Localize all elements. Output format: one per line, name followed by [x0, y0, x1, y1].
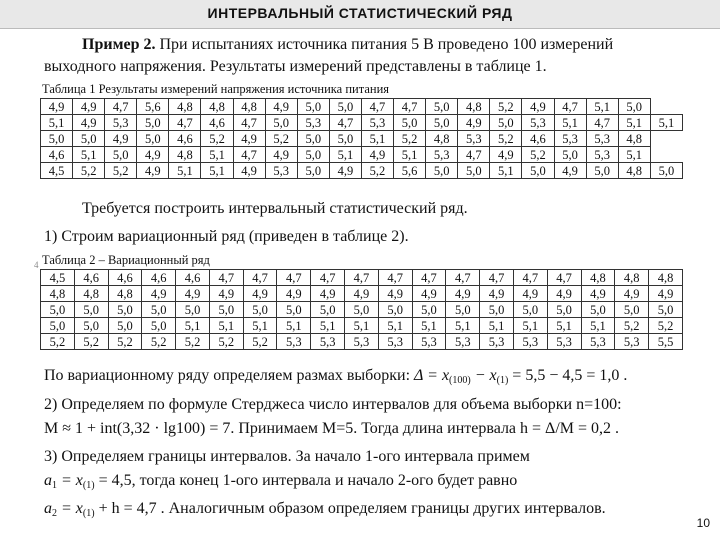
table-cell: 5,1	[554, 115, 586, 131]
variation-row	[41, 334, 683, 350]
table-cell: 4,7	[277, 270, 311, 286]
table-cell: 4,6	[201, 115, 233, 131]
table-cell: 5,0	[618, 99, 650, 115]
table-cell: 4,7	[209, 270, 243, 286]
table-cell: 4,7	[480, 270, 514, 286]
table-cell: 4,9	[412, 286, 446, 302]
table-cell: 5,1	[169, 163, 201, 179]
table-cell: 5,0	[522, 163, 554, 179]
table-cell: 5,1	[581, 318, 615, 334]
table-cell: 4,9	[329, 163, 361, 179]
table-cell: 4,9	[41, 99, 73, 115]
table-cell: 4,7	[361, 99, 393, 115]
table-cell: 4,6	[169, 131, 201, 147]
measurement-row	[41, 99, 683, 115]
table-cell: 4,8	[649, 270, 683, 286]
table-cell: 5,3	[547, 334, 581, 350]
table-cell: 5,0	[265, 115, 297, 131]
table-cell: 4,9	[513, 286, 547, 302]
table-cell: 4,9	[547, 286, 581, 302]
variation-row	[41, 302, 683, 318]
table-cell: 5,0	[209, 302, 243, 318]
table-cell: 4,9	[554, 163, 586, 179]
table-cell: 4,5	[41, 163, 73, 179]
table-cell: 5,3	[378, 334, 412, 350]
table-cell: 5,5	[649, 334, 683, 350]
table-cell: 4,9	[265, 99, 297, 115]
table-cell: 5,0	[297, 131, 329, 147]
table-cell: 4,8	[233, 99, 265, 115]
table-cell: 5,1	[547, 318, 581, 334]
table-cell: 5,3	[426, 147, 458, 163]
table-cell: 5,0	[137, 115, 169, 131]
table-cell: 4,9	[233, 163, 265, 179]
table-cell: 4,6	[108, 270, 142, 286]
table-cell: 5,0	[649, 302, 683, 318]
table-cell: 4,9	[615, 286, 649, 302]
table-cell: 4,7	[378, 270, 412, 286]
table-cell: 4,7	[513, 270, 547, 286]
variation-row	[41, 270, 683, 286]
table-cell: 4,7	[233, 147, 265, 163]
intro-text-1: При испытаниях источника питания 5 В проведено 100 измерений	[155, 36, 614, 53]
table-cell: 5,0	[426, 99, 458, 115]
table-cell: 4,7	[345, 270, 379, 286]
table-cell: 4,9	[311, 286, 345, 302]
table-cell: 5,1	[618, 147, 650, 163]
table-cell: 5,3	[446, 334, 480, 350]
step3-line-3: $a_2 = x_{(1)} + h = 4,7$ . Аналогичным образом определяем границы других интервалов.	[44, 500, 606, 519]
table-cell: 5,2	[490, 99, 522, 115]
table-cell: 5,3	[361, 115, 393, 131]
table-cell: 4,9	[105, 131, 137, 147]
table-cell: 5,2	[74, 334, 108, 350]
table-cell: 4,9	[581, 286, 615, 302]
table-cell: 4,7	[169, 115, 201, 131]
table-cell: 4,8	[41, 286, 75, 302]
table-cell: 4,7	[458, 147, 490, 163]
table-cell: 5,3	[105, 115, 137, 131]
table-cell: 5,0	[277, 302, 311, 318]
table-cell: 4,6	[176, 270, 210, 286]
table-cell: 4,7	[394, 99, 426, 115]
step2-line-1: 2) Определяем по формуле Стерджеса число интервалов для объема выборки n=100:	[44, 396, 622, 413]
intro-line-2: выходного напряжения. Результаты измерений представлены в таблице 1.	[44, 58, 547, 75]
table-cell: 5,3	[586, 147, 618, 163]
table-cell: 4,7	[243, 270, 277, 286]
table-cell: 4,7	[233, 115, 265, 131]
table-cell: 5,2	[649, 318, 683, 334]
table-cell: 5,0	[378, 302, 412, 318]
table-cell: 5,0	[480, 302, 514, 318]
table-cell: 5,0	[297, 163, 329, 179]
table-cell: 4,7	[329, 115, 361, 131]
table-cell: 5,3	[265, 163, 297, 179]
table-cell: 5,0	[650, 163, 682, 179]
intro-line-1	[82, 36, 613, 54]
table-cell: 5,0	[74, 318, 108, 334]
table-cell: 4,9	[522, 99, 554, 115]
table-cell: 4,9	[137, 147, 169, 163]
step3-line-2: $a_1 = x_{(1)} = 4,5$, тогда конец 1-ого интервала и начало 2-ого будет равно	[44, 472, 518, 491]
bullet-mark: 4	[34, 260, 39, 270]
table-cell: 5,3	[581, 334, 615, 350]
table-cell: 5,0	[297, 99, 329, 115]
step2-line-2: M ≈ 1 + int(3,32 · lg100) = 7. Принимаем M=5. Тогда длина интервала h = Δ/M = 0,2 .	[44, 420, 620, 437]
table-cell: 4,9	[233, 131, 265, 147]
table-cell: 5,2	[105, 163, 137, 179]
step3-line-1: 3) Определяем границы интервалов. За начало 1-ого интервала примем	[44, 448, 530, 465]
table-cell: 5,2	[108, 334, 142, 350]
table-cell: 5,0	[513, 302, 547, 318]
table-cell: 4,8	[618, 163, 650, 179]
table-cell: 5,3	[277, 334, 311, 350]
measurement-row	[41, 147, 683, 163]
table-cell: 4,6	[41, 147, 73, 163]
table-cell: 4,9	[73, 115, 105, 131]
range-formula: $\Delta = x_{(100)} - x_{(1)} = 5,5 - 4,5 = 1,0$ .	[414, 367, 628, 386]
table-cell: 4,7	[446, 270, 480, 286]
table1-caption: Таблица 1 Результаты измерений напряжения источника питания	[42, 82, 390, 96]
table-cell: 5,0	[41, 131, 73, 147]
measurement-row	[41, 115, 683, 131]
table-cell: 5,2	[522, 147, 554, 163]
table-cell: 4,9	[480, 286, 514, 302]
table-cell: 4,8	[169, 99, 201, 115]
table-cell: 5,1	[311, 318, 345, 334]
table-cell: 5,1	[176, 318, 210, 334]
table-cell: 4,9	[243, 286, 277, 302]
table-cell: 4,9	[209, 286, 243, 302]
table-cell: 5,1	[394, 147, 426, 163]
table-cell: 5,3	[513, 334, 547, 350]
table-cell: 5,0	[554, 147, 586, 163]
table-cell: 5,0	[426, 163, 458, 179]
slide-title-bar	[0, 0, 720, 29]
table-cell: 4,5	[41, 270, 75, 286]
table-cell: 5,0	[412, 302, 446, 318]
table-cell: 5,0	[394, 115, 426, 131]
table-cell: 5,1	[345, 318, 379, 334]
table-cell: 5,3	[458, 131, 490, 147]
table-cell: 4,8	[618, 131, 650, 147]
table-cell: 5,0	[137, 131, 169, 147]
table-cell: 5,0	[74, 302, 108, 318]
table-cell: 4,8	[581, 270, 615, 286]
table-cell: 5,0	[108, 302, 142, 318]
table-cell: 5,0	[73, 131, 105, 147]
table-cell: 4,8	[426, 131, 458, 147]
table-cell: 5,1	[650, 115, 682, 131]
table-cell: 4,9	[490, 147, 522, 163]
table-cell: 5,0	[329, 99, 361, 115]
variation-row	[41, 318, 683, 334]
table-cell: 5,1	[446, 318, 480, 334]
table-cell: 4,7	[554, 99, 586, 115]
table-cell: 4,8	[201, 99, 233, 115]
table-cell: 5,2	[176, 334, 210, 350]
table-cell: 5,2	[201, 131, 233, 147]
measurement-row	[41, 163, 683, 179]
table-cell: 5,0	[458, 163, 490, 179]
table-cell: 5,0	[446, 302, 480, 318]
table-cell: 4,9	[649, 286, 683, 302]
table-cell: 5,1	[201, 163, 233, 179]
table-cell: 5,1	[329, 147, 361, 163]
table-cell: 5,1	[586, 99, 618, 115]
table-cell: 5,3	[412, 334, 446, 350]
table-cell: 5,0	[426, 115, 458, 131]
table-cell: 5,3	[586, 131, 618, 147]
table-cell: 5,3	[522, 115, 554, 131]
table-cell: 5,3	[311, 334, 345, 350]
table-cell: 5,1	[41, 115, 73, 131]
table-cell: 5,0	[41, 318, 75, 334]
variation-row	[41, 286, 683, 302]
table-cell: 5,2	[41, 334, 75, 350]
table-cell: 4,9	[265, 147, 297, 163]
table-cell: 5,1	[277, 318, 311, 334]
table-cell: 5,3	[480, 334, 514, 350]
table-cell: 5,0	[581, 302, 615, 318]
range-line	[44, 367, 627, 390]
table-cell: 5,0	[345, 302, 379, 318]
table-cell: 4,6	[74, 270, 108, 286]
table-cell: 4,9	[73, 99, 105, 115]
table-cell: 5,0	[41, 302, 75, 318]
table-cell: 5,1	[201, 147, 233, 163]
table-cell: 4,8	[74, 286, 108, 302]
example-label: Пример 2.	[82, 36, 156, 53]
table-cell: 5,0	[297, 147, 329, 163]
table-cell: 5,2	[361, 163, 393, 179]
table-cell: 5,2	[490, 131, 522, 147]
table-cell: 5,1	[243, 318, 277, 334]
table-cell: 5,1	[361, 131, 393, 147]
table-cell: 5,0	[142, 318, 176, 334]
variation-table	[40, 269, 683, 350]
table-cell: 5,1	[618, 115, 650, 131]
table-cell: 5,2	[265, 131, 297, 147]
table-cell: 4,8	[108, 286, 142, 302]
table-cell: 5,0	[615, 302, 649, 318]
table-cell: 5,3	[297, 115, 329, 131]
measurement-row	[41, 131, 683, 147]
table-cell: 5,1	[513, 318, 547, 334]
table-cell: 5,1	[412, 318, 446, 334]
table-cell: 5,6	[137, 99, 169, 115]
table-cell: 5,3	[615, 334, 649, 350]
table-cell: 4,9	[458, 115, 490, 131]
table-cell: 5,0	[243, 302, 277, 318]
table-cell: 4,9	[446, 286, 480, 302]
table-cell: 4,8	[615, 270, 649, 286]
table-cell: 4,9	[361, 147, 393, 163]
step1-text: 1) Строим вариационный ряд (приведен в таблице 2).	[44, 228, 409, 245]
table-cell: 5,0	[586, 163, 618, 179]
table-cell: 5,3	[554, 131, 586, 147]
page-number: 10	[696, 516, 710, 530]
slide-content	[38, 34, 683, 530]
table-cell: 4,8	[458, 99, 490, 115]
table-cell: 4,9	[142, 286, 176, 302]
table-cell: 4,9	[277, 286, 311, 302]
table-cell: 5,1	[490, 163, 522, 179]
measurements-table	[40, 98, 683, 179]
table-cell: 4,7	[412, 270, 446, 286]
table-cell: 5,1	[480, 318, 514, 334]
table-cell: 4,7	[105, 99, 137, 115]
table-cell: 5,0	[176, 302, 210, 318]
table-cell: 4,9	[378, 286, 412, 302]
table-cell: 5,1	[73, 147, 105, 163]
table-cell: 4,9	[345, 286, 379, 302]
table-cell: 5,2	[394, 131, 426, 147]
slide-title: ИНТЕРВАЛЬНЫЙ СТАТИСТИЧЕСКИЙ РЯД	[207, 5, 513, 21]
table-cell: 5,2	[73, 163, 105, 179]
table-cell: 5,1	[378, 318, 412, 334]
table-cell: 5,0	[105, 147, 137, 163]
table-cell: 5,3	[345, 334, 379, 350]
table-cell: 5,2	[615, 318, 649, 334]
table-cell: 4,6	[522, 131, 554, 147]
table-cell: 5,0	[547, 302, 581, 318]
table-cell: 5,0	[490, 115, 522, 131]
table-cell: 4,6	[142, 270, 176, 286]
table-cell: 4,9	[137, 163, 169, 179]
table-cell: 5,6	[394, 163, 426, 179]
table-cell: 5,1	[209, 318, 243, 334]
table-cell: 5,0	[311, 302, 345, 318]
table-cell: 4,7	[311, 270, 345, 286]
table-cell: 5,2	[243, 334, 277, 350]
table-cell: 4,8	[169, 147, 201, 163]
table-cell: 4,7	[586, 115, 618, 131]
table-cell: 5,2	[209, 334, 243, 350]
table2-caption: Таблица 2 – Вариационный ряд	[42, 253, 210, 267]
table-cell: 5,2	[142, 334, 176, 350]
range-text: По вариационному ряду определяем размах выборки:	[44, 367, 411, 384]
table-cell: 4,7	[547, 270, 581, 286]
table-cell: 5,0	[108, 318, 142, 334]
table-cell: 5,0	[142, 302, 176, 318]
requirement-text: Требуется построить интервальный статистический ряд.	[82, 200, 468, 217]
table-cell: 4,9	[176, 286, 210, 302]
table-cell: 5,0	[329, 131, 361, 147]
